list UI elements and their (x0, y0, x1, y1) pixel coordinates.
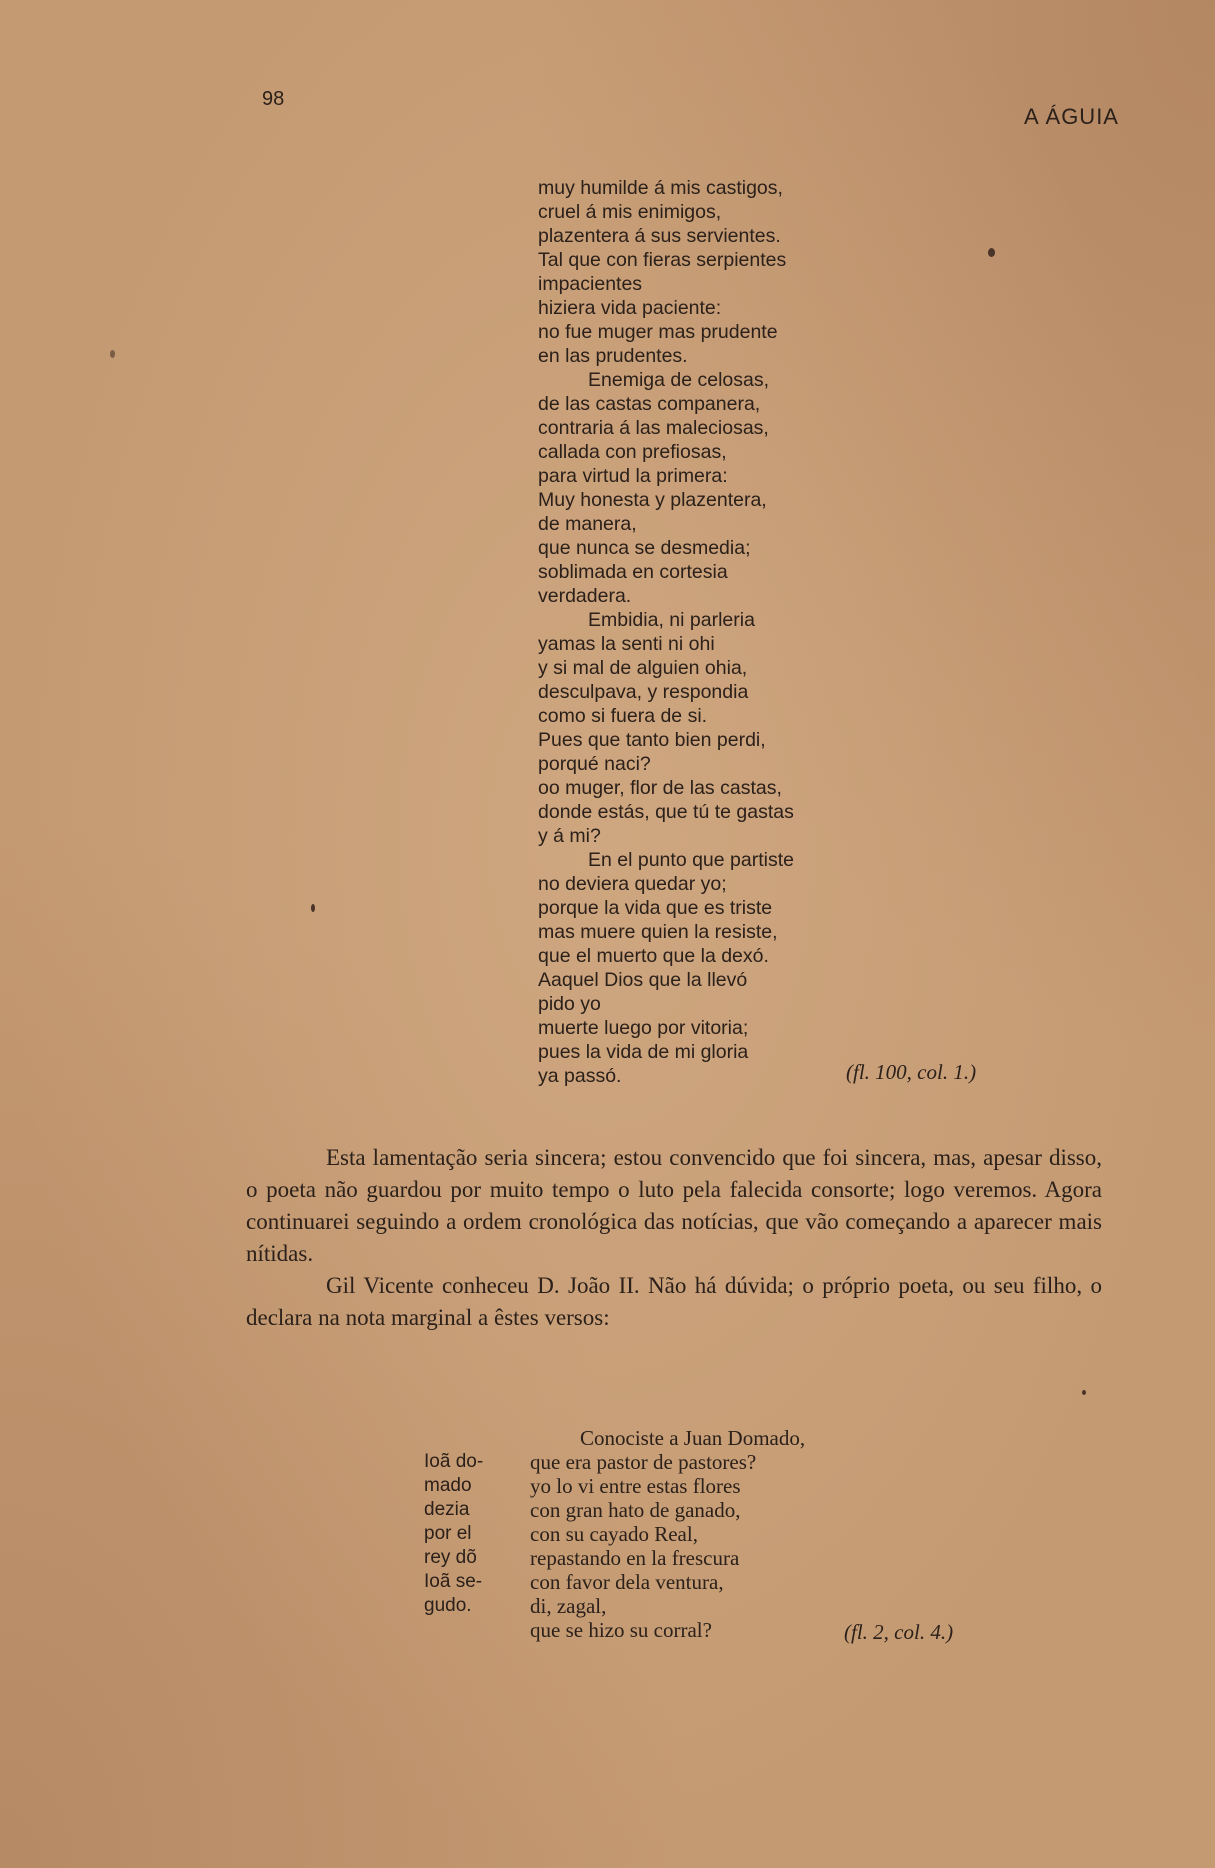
poem-line: muy humilde á mis castigos, (538, 177, 783, 199)
poem-line: que nunca se desmedia; (538, 537, 751, 559)
poem-line: callada con prefiosas, (538, 441, 727, 463)
poem-2-line: que se hizo su corral? (530, 1618, 712, 1642)
paper-speck (1082, 1390, 1086, 1395)
poem-line: donde estás, que tú te gastas (538, 801, 794, 823)
margin-note-line: dezia (424, 1499, 470, 1520)
poem-2-citation: (fl. 2, col. 4.) (844, 1620, 954, 1644)
poem-line: como si fuera de si. (538, 705, 708, 727)
poem-line: no deviera quedar yo; (538, 873, 727, 895)
poem-line: y á mi? (538, 825, 601, 847)
poem-line: de manera, (538, 513, 637, 535)
running-head: A ÁGUIA (1023, 104, 1119, 129)
poem-line: oo muger, flor de las castas, (538, 777, 782, 799)
poem-line: desculpava, y respondia (538, 681, 749, 703)
poem-line: yamas la senti ni ohi (538, 633, 715, 655)
poem-line: ya passó. (538, 1065, 622, 1087)
poem-line: contraria á las maleciosas, (538, 417, 769, 439)
poem-line: Enemiga de celosas, (588, 369, 770, 391)
paper-speck (988, 248, 995, 257)
poem-line: Muy honesta y plazentera, (538, 489, 767, 511)
poem-2-line: con gran hato de ganado, (530, 1498, 741, 1522)
poem-line: hiziera vida paciente: (538, 297, 722, 319)
poem-citation: (fl. 100, col. 1.) (846, 1060, 977, 1084)
paper-speck (110, 350, 115, 358)
margin-note-line: Ioã se- (424, 1571, 483, 1592)
margin-note (424, 1450, 514, 1618)
margin-note-line: Ioã do- (424, 1451, 484, 1472)
poem-line: Aaquel Dios que la llevó (538, 969, 748, 991)
poem-line: mas muere quien la resiste, (538, 921, 778, 943)
poem-line: pido yo (538, 993, 601, 1015)
poem-line: Embidia, ni parleria (588, 609, 755, 631)
poem-line: que el muerto que la dexó. (538, 945, 769, 967)
poem-line: impacientes (538, 273, 643, 295)
poem-line: plazentera á sus servientes. (538, 225, 781, 247)
margin-note-line: mado (424, 1475, 472, 1496)
page-number: 98 (262, 88, 285, 110)
paper-speck (311, 904, 315, 912)
poem-line: muerte luego por vitoria; (538, 1017, 749, 1039)
poem-line: y si mal de alguien ohia, (538, 657, 748, 679)
poem-line: En el punto que partiste (588, 849, 794, 871)
poem-2-block (530, 1426, 805, 1642)
poem-line: de las castas companera, (538, 393, 761, 415)
poem-line: verdadera. (538, 585, 632, 607)
poem-line: no fue muger mas prudente (538, 321, 778, 343)
poem-line: porqué naci? (538, 753, 651, 775)
poem-2-line: con favor dela ventura, (530, 1570, 724, 1594)
margin-note-line: gudo. (424, 1595, 472, 1616)
poem-2-line: yo lo vi entre estas flores (530, 1474, 741, 1498)
poem-2-line: di, zagal, (530, 1594, 607, 1618)
poem-2-line: que era pastor de pastores? (530, 1450, 757, 1474)
poem-line: pues la vida de mi gloria (538, 1041, 749, 1063)
poem-line: soblimada en cortesia (538, 561, 728, 583)
poem-2-line: repastando en la frescura (530, 1546, 740, 1570)
poem-line: cruel á mis enimigos, (538, 201, 722, 223)
prose-paragraph: Esta lamentação seria sincera; estou convencido que foi sincera, mas, apesar disso, o poeta não guardou por muito tempo o luto pela falecida consorte; logo veremos. Agora continuarei seguindo a ordem cronológica das notícias, que vão começando a aparecer mais nítidas. (246, 1145, 1102, 1266)
poem-2-line: con su cayado Real, (530, 1522, 698, 1546)
margin-note-line: por el (424, 1523, 472, 1544)
poem-2-line: Conociste a Juan Domado, (580, 1426, 806, 1450)
prose-block (246, 1142, 1102, 1334)
poem-block (538, 176, 1018, 1088)
prose-paragraph: Gil Vicente conheceu D. João II. Não há dúvida; o próprio poeta, ou seu filho, o declara na nota marginal a êstes versos: (246, 1273, 1102, 1330)
poem-line: en las prudentes. (538, 345, 688, 367)
poem-line: porque la vida que es triste (538, 897, 773, 919)
poem-line: Tal que con fieras serpientes (538, 249, 787, 271)
margin-note-line: rey dõ (424, 1547, 477, 1568)
poem-line: Pues que tanto bien perdi, (538, 729, 766, 751)
poem-line: para virtud la primera: (538, 465, 728, 487)
